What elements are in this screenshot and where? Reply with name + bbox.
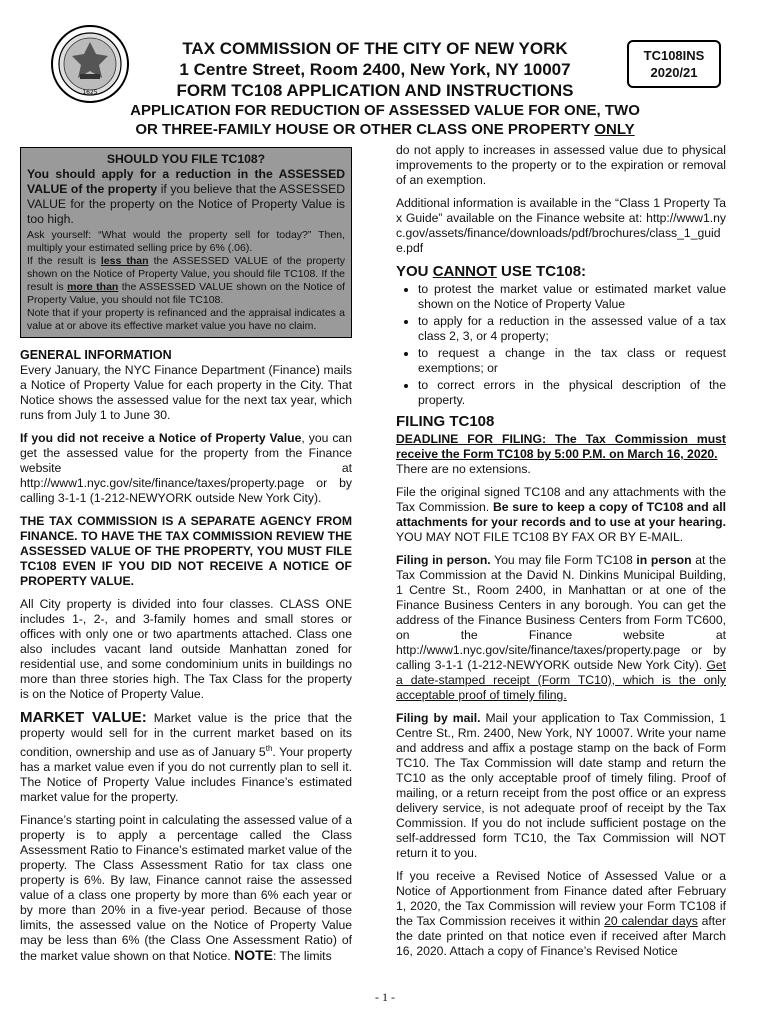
classes-paragraph: All City property is divided into four classes. CLASS ONE includes 1-, 2-, and 3-family homes and small stores or offices with only one or two apartments attached. Class one also includes vacant land outside Manhattan zoned for residential use, and some condominium units in buildings no more than three stories high. The Tax Class for the property is on the Notice of Property Value. (20, 597, 352, 701)
list-item: • to correct errors in the physical description of the property. (418, 378, 726, 408)
general-info-text: Every January, the NYC Finance Department (Finance) mails a Notice of Property Value for each property in the City. That Notice shows the assessed value for the next tax year, which runs from July 1 to June 30. (20, 363, 352, 422)
mv-text-b: . Your property has a market value even if you do not currently plan to sell it. The Notice of Property Value includes Finance’s estimated market value for the property. (20, 745, 352, 805)
subtitle-line-1: APPLICATION FOR REDUCTION OF ASSESSED VALUE FOR ONE, TWO (130, 102, 640, 119)
box-lead-rest: if you believe that the ASSESSED VALUE for the property on the Notice of Property Value is too high. (27, 182, 346, 226)
additional-info: Additional information is available in the “Class 1 Property Tax Guide” available on the Finance website at: http://www1.nyc.gov/assets/finance/downloads/pdf/brochures/class_1_guide.pdf (396, 196, 726, 255)
person-c: at the Tax Commission at the David N. Dinkins Municipal Building, 1 Centre St., Room 2400, in Manhattan or at one of the Finance Business Centers in any borough. You can get the address of the Finance Business Centers from Form TC600, on the Finance website at http://www1.nyc.gov/site/finance/taxes/property.page or by calling 3-1-1 (1-212-NEWYORK outside New York City). (396, 553, 726, 672)
box-ask: Ask yourself: “What would the property sell for today?” Then, multiply your estimated selling price by 6% (.06). (27, 229, 345, 254)
revised-b: after the date printed on that notice even if received after March 16, 2020. Attach a copy of Finance’s Revised Notice (396, 914, 726, 958)
cannot-u: CANNOT (432, 263, 497, 280)
general-info-heading: GENERAL INFORMATION (20, 348, 172, 362)
person-a: You may file Form TC108 (490, 553, 637, 567)
limits-continued: do not apply to increases in assessed value due to physical improvements to the property or to the expiration or removal of an exemption. (396, 143, 726, 187)
file-orig-a: File the original signed TC108 and any attachments with the Tax Commission. (396, 485, 726, 514)
box-lead (27, 167, 345, 227)
notice-bold: If you did not receive a Notice of Property Value (20, 431, 302, 445)
ratio-text: Finance’s starting point in calculating the assessed value of a property is to apply a percentage called the Class Assessment Ratio to Finance’s estimated market value of the property. The Class Assessment Ratio for tax class one property is 6%. By law, Finance cannot raise the assessed value of a class one property by more than 6% each year or by more than 20% in a five-year period. Because of those limits, the assessed value on the Notice of Property Value may be less than 6% (the Class One Assessment Ratio) of the market value shown on that Notice. (20, 813, 352, 964)
revised-notice (396, 869, 726, 959)
mv-sup: th (265, 744, 273, 753)
title-line-2: 1 Centre Street, Room 2400, New York, NY 10007 (179, 60, 571, 79)
page-title (50, 38, 700, 101)
cannot-b: USE TC108: (496, 263, 587, 280)
mail-label: Filing by mail. (396, 711, 481, 725)
mail-text: Mail your application to Tax Commission, 1 Centre St., Rm. 2400, New York, NY 10007. Write your name and address and affix a postage stamp on the back of Form TC10. The Tax Commission will date stamp and return the TC10 as the only acceptable proof of timely filing. Proof of mailing, or a return receipt from the post office or an express delivery service, is not adequate proof of receipt by the Tax Commission. If you do not include sufficient postage on the self-addressed form TC10, the Tax Commission will NOT return it to you. (396, 711, 726, 860)
form-code-box (627, 40, 721, 88)
filing-by-mail (396, 711, 726, 861)
subtitle-only: ONLY (594, 121, 635, 138)
subtitle (0, 101, 770, 139)
file-orig-c: YOU MAY NOT FILE TC108 BY FAX OR BY E-MAIL. (396, 530, 684, 544)
left-column (20, 147, 352, 972)
box-note: Note that if your property is refinanced and the appraisal indicates a value at or above its effective market value you have no claim. (27, 307, 345, 332)
subtitle-line-2-text: OR THREE-FAMILY HOUSE OR OTHER CLASS ONE PROPERTY (135, 121, 595, 138)
form-year: 2020/21 (650, 65, 698, 80)
market-value-paragraph (20, 710, 352, 805)
seal-year: 1625 (82, 89, 98, 96)
right-column (396, 143, 726, 967)
filing-in-person (396, 553, 726, 703)
deadline (396, 432, 726, 462)
subtitle-line-2 (0, 120, 770, 139)
should-you-file-box (20, 147, 352, 338)
form-code: TC108INS (643, 48, 705, 63)
person-u: Get a date-stamped receipt (Form TC10), which is the only acceptable proof of timely filing. (396, 658, 726, 702)
box-less-than: less than (100, 255, 149, 267)
mv-text-a: Market value is the price that the property would sell for in the current market based on its condition, ownership and use as of January 5 (20, 711, 352, 760)
box-more-than: more than (67, 281, 119, 293)
box-lead-bold: You should apply for a reduction in the ASSESSED VALUE of the property (27, 167, 345, 196)
filing-heading: FILING TC108 (396, 413, 495, 430)
revised-a: If you receive a Revised Notice of Assessed Value or a Notice of Apportionment from Finance dated after February 1, 2020, the Tax Commission will review your Form TC108 if the Tax Commission receives it within (396, 869, 726, 928)
note-tail: : The limits (272, 949, 332, 964)
box-more-b: the ASSESSED VALUE shown on the Notice of Property Value, you should not file TC108. (27, 281, 345, 306)
notice-paragraph (20, 431, 352, 506)
box-less-a: If the result is (27, 255, 101, 267)
market-value-heading: MARKET VALUE: (20, 709, 147, 726)
person-b: in person (636, 553, 692, 567)
revised-u: 20 calendar days (604, 914, 698, 928)
title-line-1: TAX COMMISSION OF THE CITY OF NEW YORK (182, 39, 568, 58)
file-orig-b: Be sure to keep a copy of TC108 and all attachments for your records and to use at your hearing. (396, 500, 726, 529)
box-compare (27, 255, 345, 307)
notice-rest: , you can get the assessed value for the property from the Finance website at http://www1.nyc.gov/site/finance/taxes/property.page or by calling 3-1-1 (1-212-NEWYORK outside New York City). (20, 431, 352, 505)
file-original (396, 485, 726, 545)
box-title: SHOULD YOU FILE TC108? (106, 152, 266, 166)
deadline-text: DEADLINE FOR FILING: The Tax Commission must receive the Form TC108 by 5:00 P.M. on March 16, 2020. (396, 432, 726, 461)
box-less-b: the ASSESSED VALUE of the property shown on the Notice of Property Value, you should file TC108. If the result is (27, 255, 345, 293)
page-number: - 1 - (375, 990, 395, 1004)
no-extensions: There are no extensions. (396, 462, 531, 476)
note-label: NOTE (234, 947, 273, 964)
cannot-heading (396, 264, 726, 279)
ratio-paragraph (20, 813, 352, 964)
title-line-3: FORM TC108 APPLICATION AND INSTRUCTIONS (176, 81, 574, 100)
list-item: • to protest the market value or estimated market value shown on the Notice of Property Value (418, 282, 726, 312)
list-item: • to request a change in the tax class or request exemptions; or (418, 346, 726, 376)
cannot-a: YOU (396, 263, 433, 280)
list-item: • to apply for a reduction in the assessed value of a tax class 2, 3, or 4 property; (418, 314, 726, 344)
person-label: Filing in person. (396, 553, 491, 567)
separate-agency: THE TAX COMMISSION IS A SEPARATE AGENCY FROM FINANCE. TO HAVE THE TAX COMMISSION REVIEW THE ASSESSED VALUE OF THE PROPERTY, YOU MUST FILE TC108 EVEN IF YOU DID NOT RECEIVE A NOTICE OF PROPERTY VALUE. (20, 514, 352, 588)
cannot-list (396, 282, 726, 408)
